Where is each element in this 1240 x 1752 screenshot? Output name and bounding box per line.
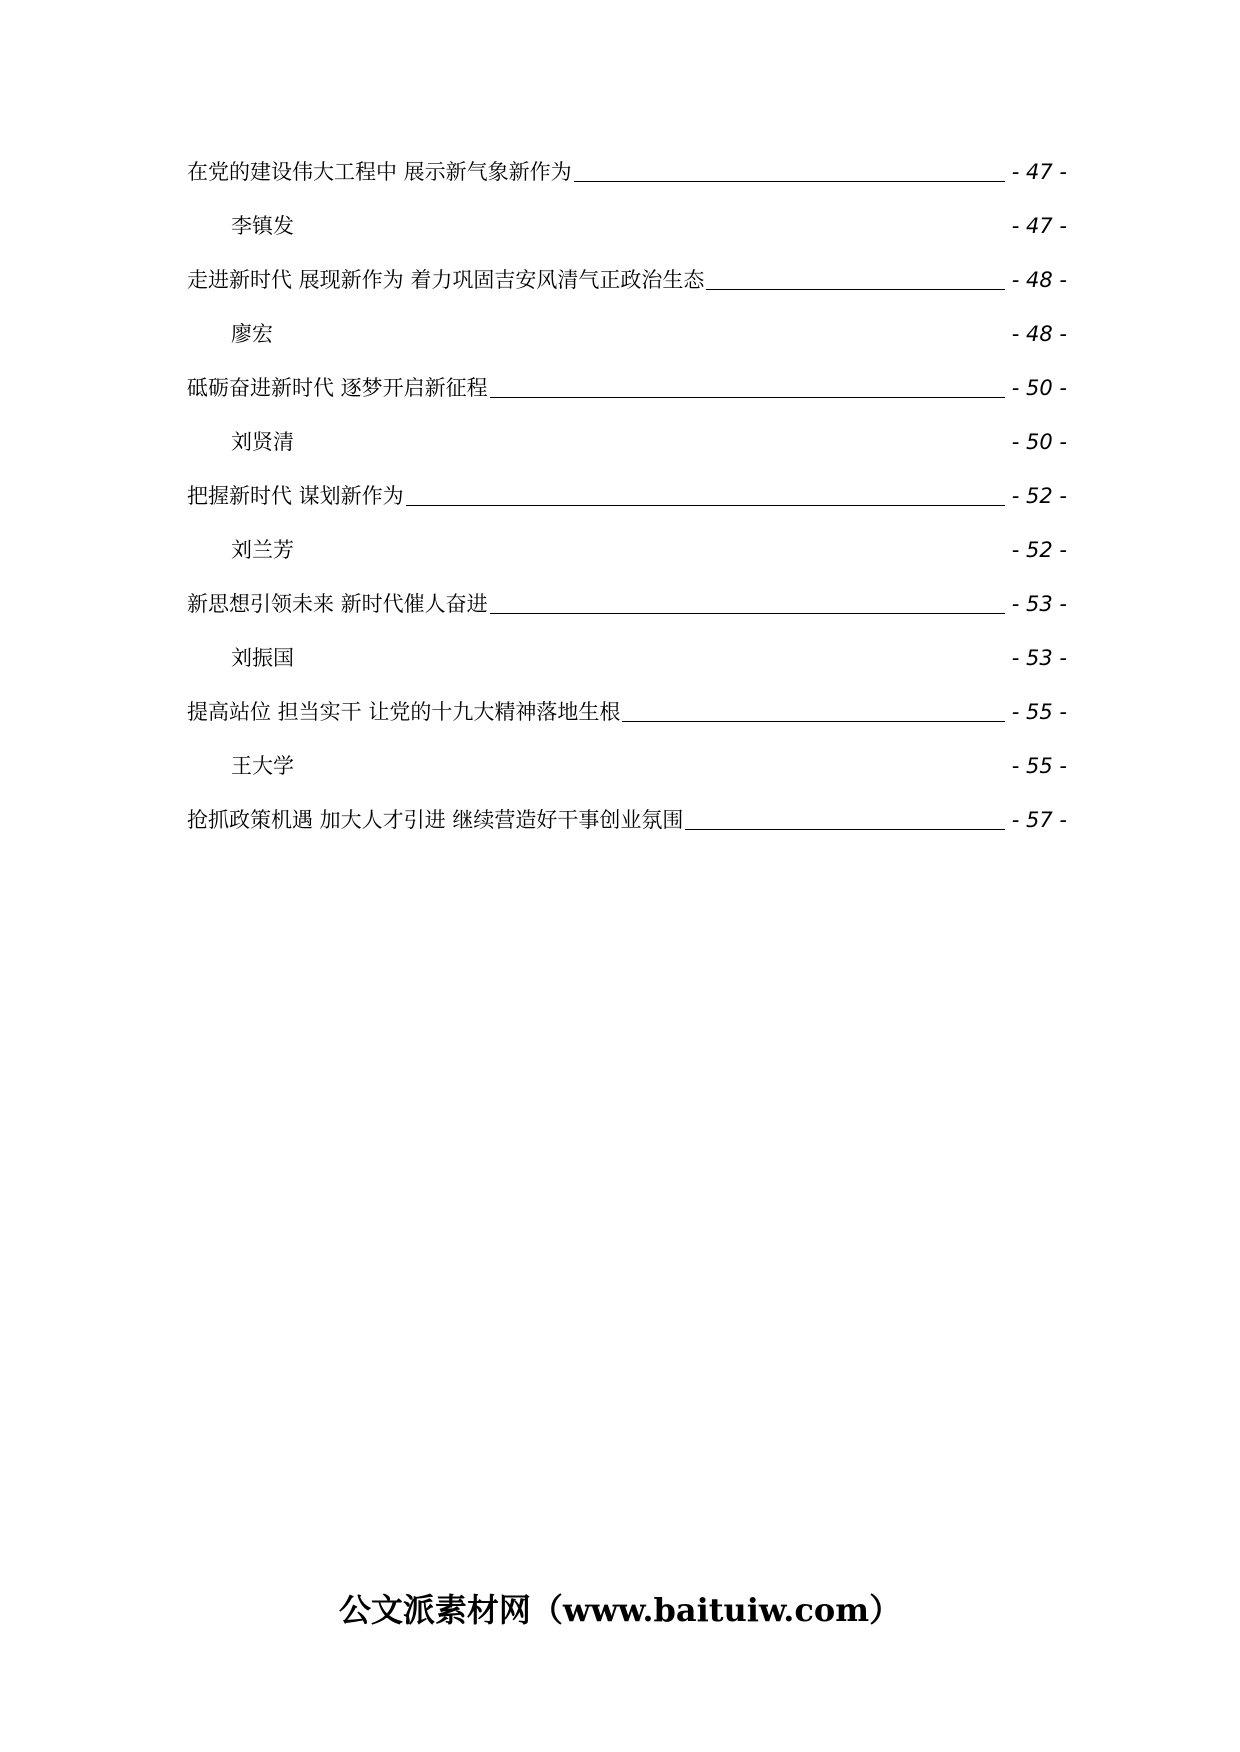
- toc-author-name: 王大学: [231, 754, 294, 778]
- toc-entry-page: - 57 -: [1011, 808, 1067, 832]
- toc-entry-author[interactable]: [187, 199, 1067, 253]
- toc-entry-page: - 48 -: [1011, 322, 1067, 346]
- toc-entry-page: - 50 -: [1011, 376, 1067, 400]
- toc-entry-title: 砥砺奋进新时代 逐梦开启新征程: [187, 376, 488, 400]
- toc-entry-page: - 55 -: [1011, 754, 1067, 778]
- toc-leader-line: [622, 721, 1005, 722]
- table-of-contents: [187, 145, 1067, 847]
- toc-author-name: 刘贤清: [231, 430, 294, 454]
- toc-entry-page: - 52 -: [1011, 484, 1067, 508]
- toc-leader-line: [406, 505, 1005, 506]
- toc-leader-line: [706, 289, 1005, 290]
- toc-entry-page: - 52 -: [1011, 538, 1067, 562]
- toc-entry[interactable]: [187, 361, 1067, 415]
- page-footer-watermark: 公文派素材网（www.baituiw.com）: [338, 1591, 902, 1629]
- toc-entry-author[interactable]: [187, 631, 1067, 685]
- toc-entry[interactable]: [187, 253, 1067, 307]
- toc-entry[interactable]: [187, 685, 1067, 739]
- toc-entry-title: 抢抓政策机遇 加大人才引进 继续营造好干事创业氛围: [187, 808, 684, 832]
- toc-entry-author[interactable]: [187, 739, 1067, 793]
- toc-author-name: 刘振国: [231, 646, 294, 670]
- toc-entry-page: - 55 -: [1011, 700, 1067, 724]
- toc-author-name: 刘兰芳: [231, 538, 294, 562]
- toc-entry-page: - 50 -: [1011, 430, 1067, 454]
- toc-entry[interactable]: [187, 577, 1067, 631]
- toc-leader-line: [574, 181, 1005, 182]
- toc-entry-page: - 48 -: [1011, 268, 1067, 292]
- toc-leader-line: [685, 829, 1005, 830]
- toc-leader-line: [490, 613, 1005, 614]
- toc-entry-page: - 47 -: [1011, 214, 1067, 238]
- toc-entry-author[interactable]: [187, 415, 1067, 469]
- toc-entry-title: 新思想引领未来 新时代催人奋进: [187, 592, 488, 616]
- toc-entry-title: 把握新时代 谋划新作为: [187, 484, 404, 508]
- toc-author-name: 廖宏: [231, 322, 273, 346]
- toc-entry-title: 走进新时代 展现新作为 着力巩固吉安风清气正政治生态: [187, 268, 705, 292]
- toc-entry-page: - 53 -: [1011, 646, 1067, 670]
- toc-entry[interactable]: [187, 469, 1067, 523]
- toc-entry-title: 提高站位 担当实干 让党的十九大精神落地生根: [187, 700, 621, 724]
- toc-entry-page: - 53 -: [1011, 592, 1067, 616]
- toc-entry[interactable]: [187, 145, 1067, 199]
- toc-entry-author[interactable]: [187, 307, 1067, 361]
- toc-entry[interactable]: [187, 793, 1067, 847]
- toc-author-name: 李镇发: [231, 214, 294, 238]
- toc-leader-line: [490, 397, 1005, 398]
- toc-entry-title: 在党的建设伟大工程中 展示新气象新作为: [187, 160, 572, 184]
- toc-entry-page: - 47 -: [1011, 160, 1067, 184]
- toc-entry-author[interactable]: [187, 523, 1067, 577]
